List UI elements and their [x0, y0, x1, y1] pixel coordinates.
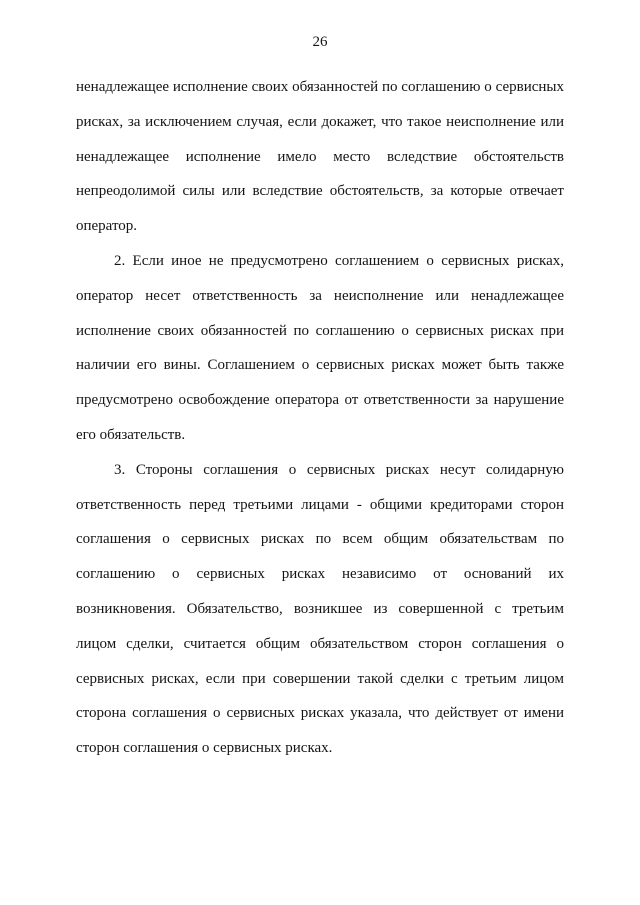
- paragraph-continuation: ненадлежащее исполнение своих обязанностей по соглашению о сервисных рисках, за исключением случая, если докажет, что такое неисполнение или ненадлежащее исполнение имело место вследствие обстоятельств непреодолимой силы или вследствие обстоятельств, за которые отвечает оператор.: [76, 79, 564, 235]
- page-number: 26: [312, 34, 328, 50]
- paragraph-2: 2. Если иное не предусмотрено соглашением о сервисных рисках, оператор несет ответственность за неисполнение или ненадлежащее исполнение своих обязанностей по соглашению о сервисных рисках при наличии его вины. Соглашением о сервисных рисках может быть также предусмотрено освобождение оператора от ответственности за нарушение его обязательств.: [76, 252, 564, 443]
- paragraph-3: 3. Стороны соглашения о сервисных рисках несут солидарную ответственность перед третьими лицами - общими кредиторами сторон соглашения о сервисных рисках по всем общим обязательствам по соглашению о сервисных рисках независимо от оснований их возникновения. Обязательство, возникшее из совершенной с третьим лицом сделки, считается общим обязательством сторон соглашения о сервисных рисках, если при совершении такой сделки с третьим лицом сторона соглашения о сервисных рисках указала, что действует от имени сторон соглашения о сервисных рисках.: [76, 461, 564, 757]
- document-body: [76, 70, 564, 766]
